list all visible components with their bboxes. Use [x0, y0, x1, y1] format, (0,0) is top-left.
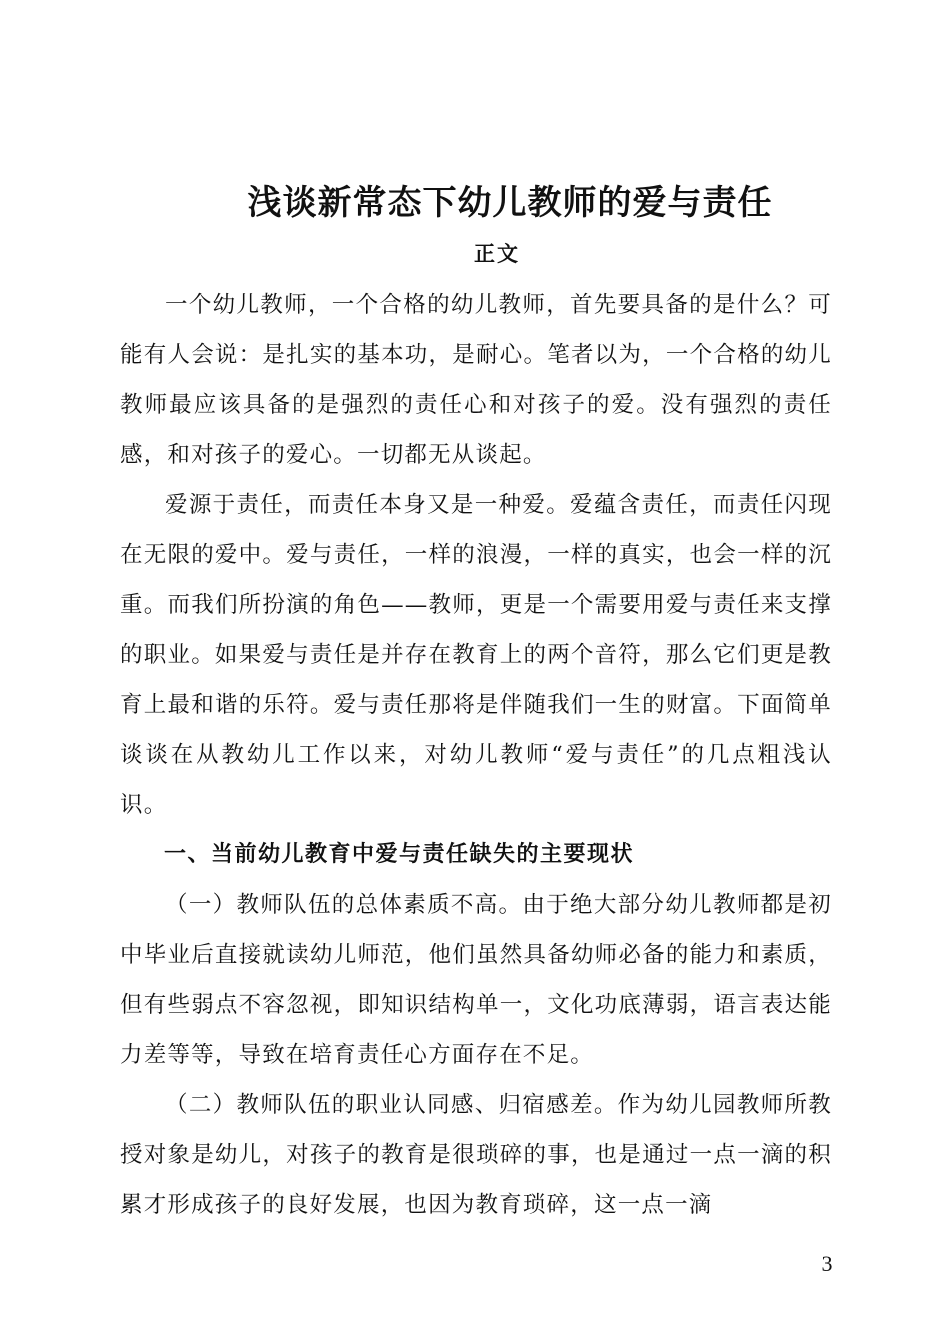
- section-paragraph: （二）教师队伍的职业认同感、归宿感差。作为幼儿园教师所教授对象是幼儿，对孩子的教育是很琐碎的事，也是通过一点一滴的积累才形成孩子的良好发展，也因为教育琐碎，这一点一滴: [120, 1092, 832, 1218]
- body-paragraph: 一个幼儿教师，一个合格的幼儿教师，首先要具备的是什么？可能有人会说：是扎实的基本功，是耐心。笔者以为，一个合格的幼儿教师最应该具备的是强烈的责任心和对孩子的爱。没有强烈的责任感，和对孩子的爱心。一切都无从谈起。: [120, 292, 832, 468]
- document-author: 正文: [474, 241, 520, 266]
- document-title: 浅谈新常态下幼儿教师的爱与责任: [247, 183, 773, 223]
- section-heading: 一、当前幼儿教育中爱与责任缺失的主要现状: [164, 842, 635, 867]
- document-body: [120, 280, 832, 1230]
- section-paragraph: （一）教师队伍的总体素质不高。由于绝大部分幼儿教师都是初中毕业后直接就读幼儿师范，他们虽然具备幼师必备的能力和素质，但有些弱点不容忽视，即知识结构单一，文化功底薄弱，语言表达能力差等等，导致在培育责任心方面存在不足。: [120, 892, 832, 1068]
- page-number: 3: [821, 1251, 833, 1276]
- body-paragraph: 爱源于责任，而责任本身又是一种爱。爱蕴含责任，而责任闪现在无限的爱中。爱与责任，一样的浪漫，一样的真实，也会一样的沉重。而我们所扮演的角色——教师，更是一个需要用爱与责任来支撑的职业。如果爱与责任是并存在教育上的两个音符，那么它们更是教育上最和谐的乐符。爱与责任那将是伴随我们一生的财富。下面简单谈谈在从教幼儿工作以来，对幼儿教师“爱与责任”的几点粗浅认识。: [120, 492, 832, 818]
